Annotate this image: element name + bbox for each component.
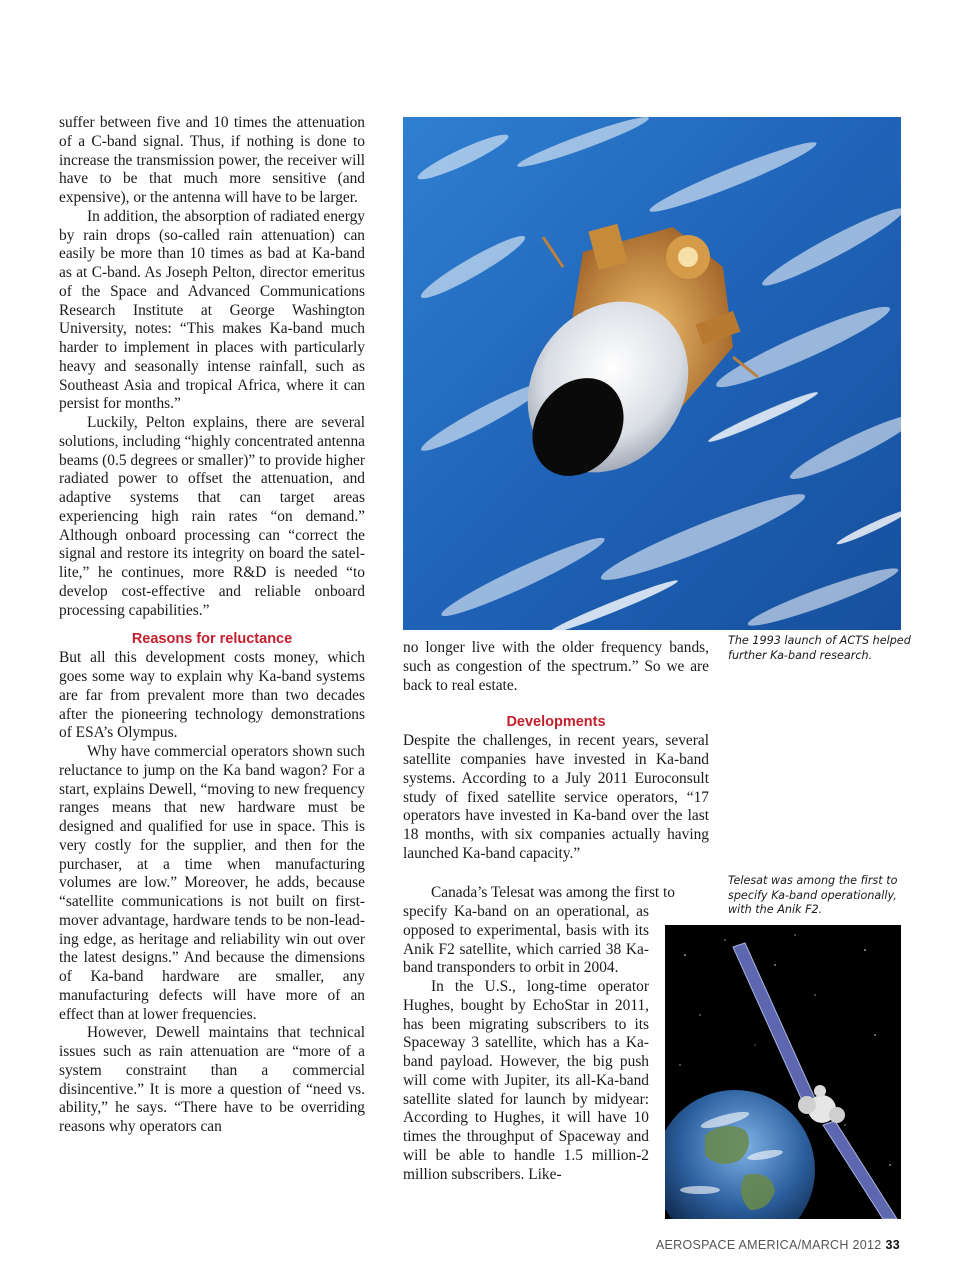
page-number: 33: [885, 1238, 900, 1252]
paragraph: Despite the challenges, in recent years, several satellite companies have invested in Ka-band systems. According to a July 2011 Euroconsult study of fixed satellite service operators, “17 operators have invested in Ka-band over the last 18 months, with six companies actually having launched Ka-band capacity.”: [403, 732, 709, 862]
paragraph: suffer between five and 10 times the attenuation of a C-band signal. Thus, if nothing is done to increase the transmission power, the receiver will have to be that much more sensitive (and expensive), or the antenna will have to be larger.: [59, 114, 365, 206]
article-column-right-top: [403, 639, 709, 864]
paragraph: no longer live with the older frequency bands, such as congestion of the spectrum.” So we are back to real estate.: [403, 639, 709, 694]
photo-caption-telesat: Telesat was among the first to specify Ka-band operationally, with the Anik F2.: [728, 874, 898, 916]
article-column-left: [59, 114, 365, 1137]
paragraph: In addition, the absorption of radiated energy by rain drops (so-called rain attenuation) can easily be more than 10 times as bad at Ka-band as at C-band. As Joseph Pelton, director emeritus of the Space and Advanced Communications Research Institute at George Washington University, notes: “This makes Ka-band much harder to implement in places with particularly heavy and seasonally intense rainfall, such as Southeast Asia and tropical Africa, where it can persist for months.”: [59, 207, 365, 413]
acts-satellite-photo: [403, 117, 901, 630]
page-footer: [656, 1238, 900, 1252]
paragraph: Luckily, Pelton explains, there are several solutions, including “highly concentrated antenna beams (0.5 degrees or smaller)” to provide higher radiated power to offset the attenuation, and adaptive systems that can target areas experiencing high rain rates “on demand.” Although onboard processing can “correct the signal and restore its integrity on board the satellite,” he continues, more R&D is needed “to develop cost-effective and reliable onboard processing capabilities.”: [59, 414, 365, 619]
anik-f2-satellite-photo: [665, 925, 901, 1219]
publication-name: AEROSPACE AMERICA/MARCH 2012: [655, 1238, 882, 1252]
photo-caption-acts: The 1993 launch of ACTS helped further Ka-band research.: [728, 634, 911, 662]
paragraph: Canada’s Telesat was among the first to: [431, 884, 675, 901]
article-column-right-narrow: [403, 903, 649, 1184]
section-heading: Developments: [506, 714, 606, 731]
section-heading: Reasons for reluctance: [131, 631, 293, 648]
paragraph: Why have commercial operators shown such reluctance to jump on the Ka band wagon? For a start, explains Dewell, “moving to new frequency ranges means that new hardware must be designed and qualified for use in space. This is very costly for the supplier, and then for the purchaser, at a time when manufacturing volumes are low.” Moreover, he adds, because “satellite communications is not built on first-mover advantage, hardware tends to be non-leading edge, as heritage and reliability win out over the latest designs.” And because the dimensions of Ka-band hardware are smaller, any manufacturing defects will have more of an effect than at lower frequencies.: [59, 743, 366, 1023]
paragraph: However, Dewell maintains that technical issues such as rain attenuation are “more of a system constraint than a commercial disincentive.” It is more a question of “need vs. ability,” he says. “There have to be overriding reasons why operators can: [59, 1024, 365, 1135]
paragraph: specify Ka-band on an operational, as opposed to experimental, basis with its Anik F2 satellite, which carried 38 Ka-band transponders to orbit in 2004.: [403, 903, 649, 977]
paragraph: In the U.S., long-time operator Hughes, bought by EchoStar in 2011, has been migrating subscribers to its Spaceway 3 satellite, which has a Ka-band payload. However, the big push will come with Jupiter, its all-Ka-band satellite slated for launch by midyear: According to Hughes, it will have 10 times the throughput of Spaceway and will be able to handle 1.5 million-2 million subscribers. Like-: [403, 978, 649, 1183]
article-column-right-line: [403, 884, 709, 903]
paragraph: But all this development costs money, which goes some way to explain why Ka-band systems are far from prevalent more than two decades after the pioneering technology demonstrations of ESA’s Olympus.: [59, 649, 365, 742]
